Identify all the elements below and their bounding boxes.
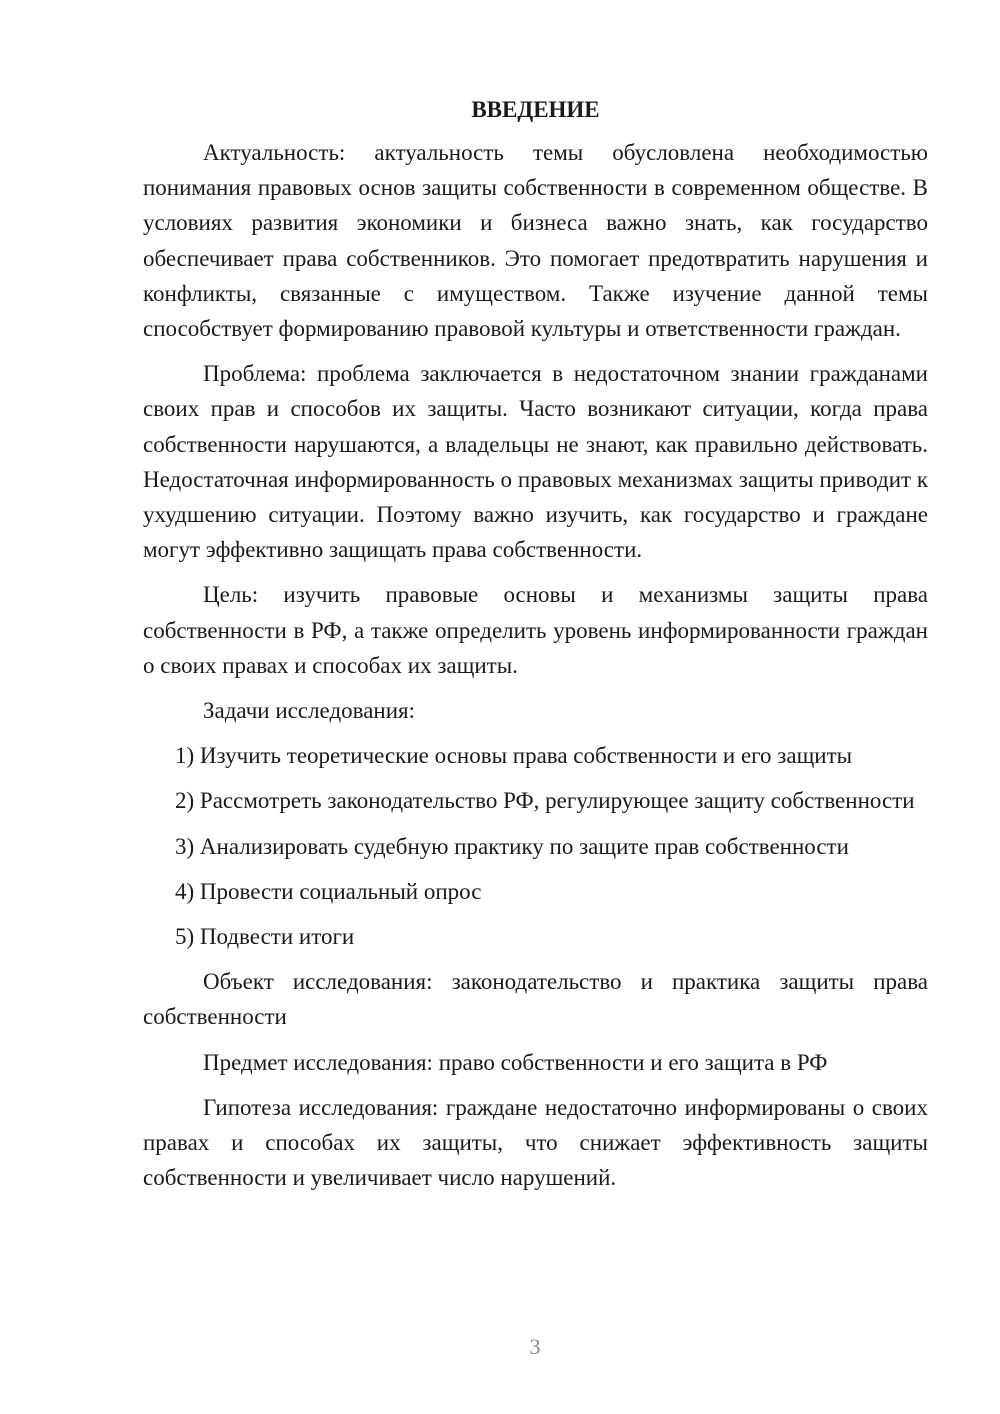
page-number: 3 — [529, 1334, 541, 1359]
object-paragraph: Объект исследования: законодательство и практика защиты права собственности — [143, 969, 928, 1030]
page-title: ВВЕДЕНИЕ — [471, 97, 600, 122]
task-item-4: 4) Провести социальный опрос — [175, 878, 482, 904]
hypothesis-paragraph: Гипотеза исследования: граждане недостаточно информированы о своих правах и способах их защиты, что снижает эффективность защиты собственности и увеличивает число нарушений. — [143, 1094, 928, 1191]
task-item-1: 1) Изучить теоретические основы права собственности и его защиты — [175, 743, 853, 769]
task-item-5: 5) Подвести итоги — [175, 924, 355, 950]
tasks-heading: Задачи исследования: — [203, 698, 416, 724]
goal-paragraph: Цель: изучить правовые основы и механизмы защиты права собственности в РФ, а также определить уровень информированности граждан о своих правах и способах их защиты. — [143, 582, 928, 678]
problem-paragraph: Проблема: проблема заключается в недостаточном знании гражданами своих прав и способов их защиты. Часто возникают ситуации, когда права собственности нарушаются, а владельцы не знают, как правильно действовать. Недостаточная информированность о правовых механизмах защиты приводит к ухудшению ситуации. Поэтому важно изучить, как государство и граждане могут эффективно защищать права собственности. — [143, 361, 928, 563]
subject-paragraph: Предмет исследования: право собственности и его защита в РФ — [203, 1049, 828, 1075]
document-page — [143, 92, 928, 1195]
relevance-paragraph: Актуальность: актуальность темы обусловлена необходимостью понимания правовых основ защиты собственности в современном обществе. В условиях развития экономики и бизнеса важно знать, как государство обеспечивает права собственников. Это помогает предотвратить нарушения и конфликты, связанные с имуществом. Также изучение данной темы способствует формированию правовой культуры и ответственности граждан. — [143, 140, 928, 342]
task-item-3: 3) Анализировать судебную практику по защите прав собственности — [175, 833, 849, 859]
task-item-2: 2) Рассмотреть законодательство РФ, регулирующее защиту собственности — [175, 788, 915, 814]
